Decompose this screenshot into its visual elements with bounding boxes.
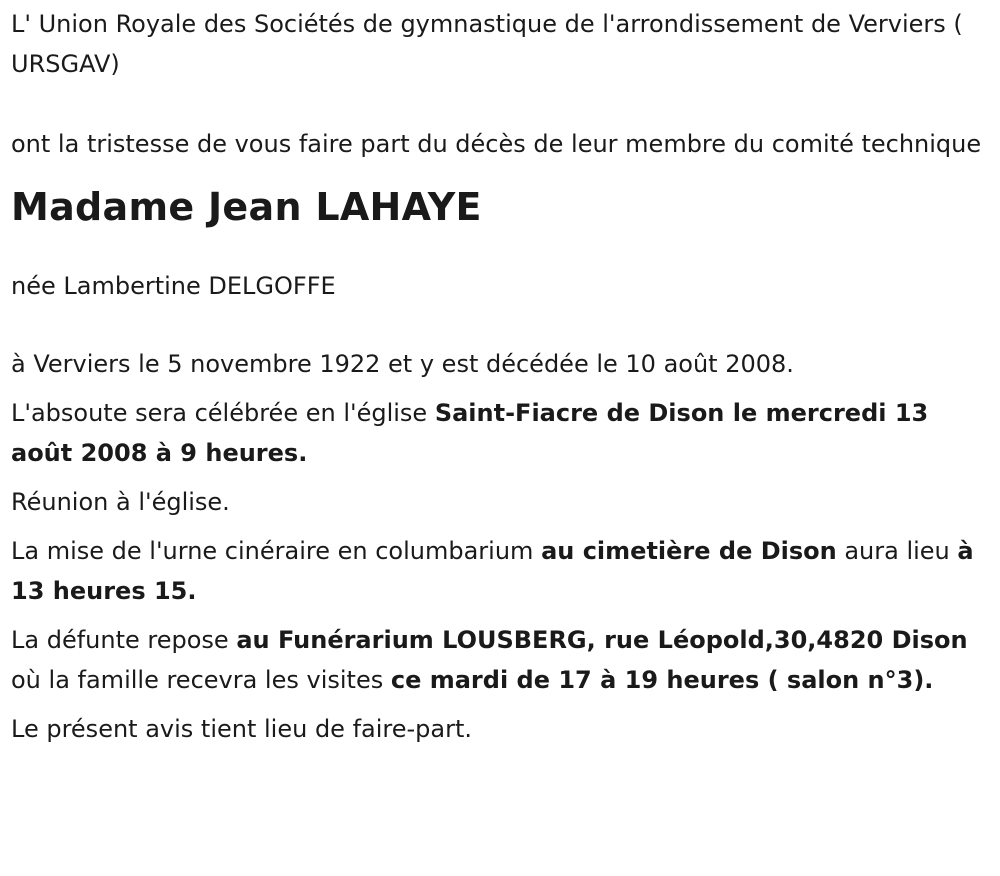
meeting-paragraph: Réunion à l'église. bbox=[11, 488, 230, 516]
urn-text-1: La mise de l'urne cinéraire en columbarium bbox=[11, 537, 542, 565]
birth-death-paragraph: à Verviers le 5 novembre 1922 et y est décédée le 10 août 2008. bbox=[11, 350, 794, 378]
intro-paragraph: L' Union Royale des Sociétés de gymnastique de l'arrondissement de Verviers ( URSGAV) bbox=[11, 10, 963, 78]
absolution-text: L'absoute sera célébrée en l'église bbox=[11, 399, 435, 427]
rest-location: au Funérarium LOUSBERG, rue Léopold,30,4820 Dison bbox=[236, 626, 968, 654]
rest-paragraph bbox=[11, 620, 988, 700]
grief-paragraph: ont la tristesse de vous faire part du décès de leur membre du comité technique bbox=[11, 130, 982, 158]
born-name: née Lambertine DELGOFFE bbox=[11, 272, 336, 300]
rest-text-2: où la famille recevra les visites bbox=[11, 666, 391, 694]
closing-paragraph: Le présent avis tient lieu de faire-part. bbox=[11, 715, 473, 743]
urn-text-2: aura lieu bbox=[836, 537, 958, 565]
deceased-name: Madame Jean LAHAYE bbox=[11, 185, 482, 229]
absolution-details: Saint-Fiacre de Dison le mercredi 13 août 2008 à 9 heures. bbox=[11, 399, 929, 467]
urn-paragraph bbox=[11, 531, 988, 611]
rest-visiting-hours: ce mardi de 17 à 19 heures ( salon n°3). bbox=[390, 666, 934, 694]
rest-text-1: La défunte repose bbox=[11, 626, 237, 654]
urn-location: au cimetière de Dison bbox=[541, 537, 837, 565]
urn-time: à 13 heures 15. bbox=[11, 537, 974, 605]
absolution-paragraph bbox=[11, 393, 988, 473]
